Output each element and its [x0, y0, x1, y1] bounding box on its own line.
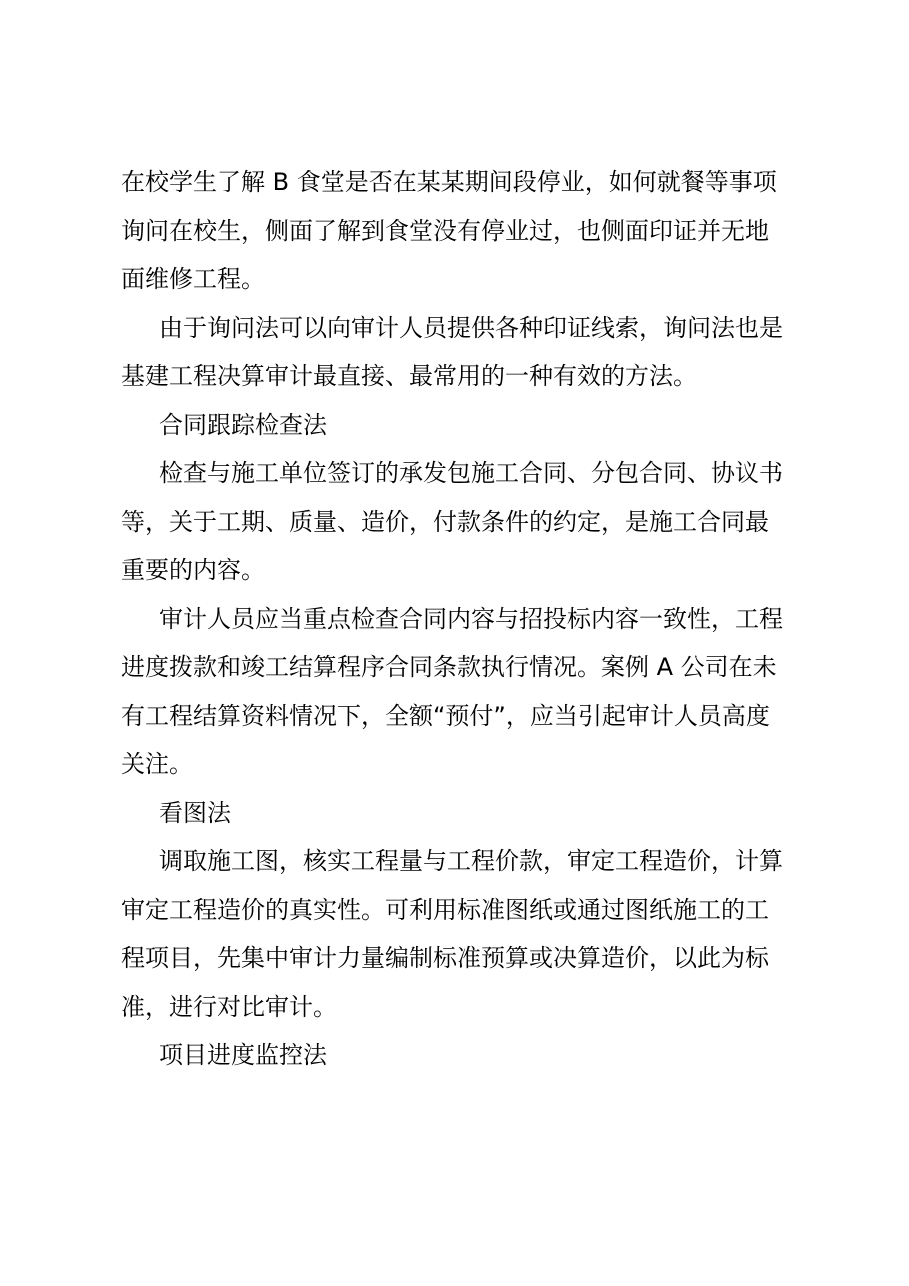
paragraph-inquiry-method: [121, 304, 797, 401]
heading-text: 看图法: [159, 798, 231, 827]
paragraph-contract-check: [121, 449, 797, 595]
text-line: 询问在校生，侧面了解到食堂没有停业过，也侧面印证并无地: [121, 216, 769, 245]
text-line: 基建工程决算审计最直接、最常用的一种有效的方法。: [121, 362, 697, 390]
section-heading-drawing-method: [121, 789, 797, 838]
section-heading-contract-tracking: [121, 401, 797, 450]
document-body: [121, 158, 797, 1080]
text-line: 有工程结算资料情况下，全额“预付”，应当引起审计人员高度: [121, 701, 770, 730]
paragraph-drawing-method: [121, 837, 797, 1031]
heading-text: 合同跟踪检查法: [159, 410, 327, 439]
section-heading-progress-monitoring: [121, 1031, 797, 1080]
text-line: 关注。: [121, 750, 193, 778]
text-line: 检查与施工单位签订的承发包施工合同、分包合同、协议书: [159, 459, 783, 487]
text-line: 进度拨款和竣工结算程序合同条款执行情况。案例 A 公司在未: [121, 653, 777, 681]
text-line: 准，进行对比审计。: [121, 992, 337, 1021]
text-line: 在校学生了解 B 食堂是否在某某期间段停业，如何就餐等事项: [121, 168, 777, 196]
text-line: 调取施工图，核实工程量与工程价款，审定工程造价，计算: [159, 847, 783, 875]
text-line: 面维修工程。: [121, 265, 265, 293]
text-line: 审计人员应当重点检查合同内容与招投标内容一致性，工程: [159, 604, 783, 633]
paragraph-audit-focus: [121, 595, 797, 789]
text-line: 由于询问法可以向审计人员提供各种印证线索，询问法也是: [159, 313, 783, 342]
heading-text: 项目进度监控法: [159, 1041, 327, 1069]
text-line: 程项目，先集中审计力量编制标准预算或决算造价，以此为标: [121, 944, 769, 972]
text-line: 等，关于工期、质量、造价，付款条件的约定，是施工合同最: [121, 507, 769, 536]
paragraph-survey-students: [121, 158, 797, 304]
text-line: 审定工程造价的真实性。可利用标准图纸或通过图纸施工的工: [121, 895, 769, 924]
text-line: 重要的内容。: [121, 556, 265, 584]
